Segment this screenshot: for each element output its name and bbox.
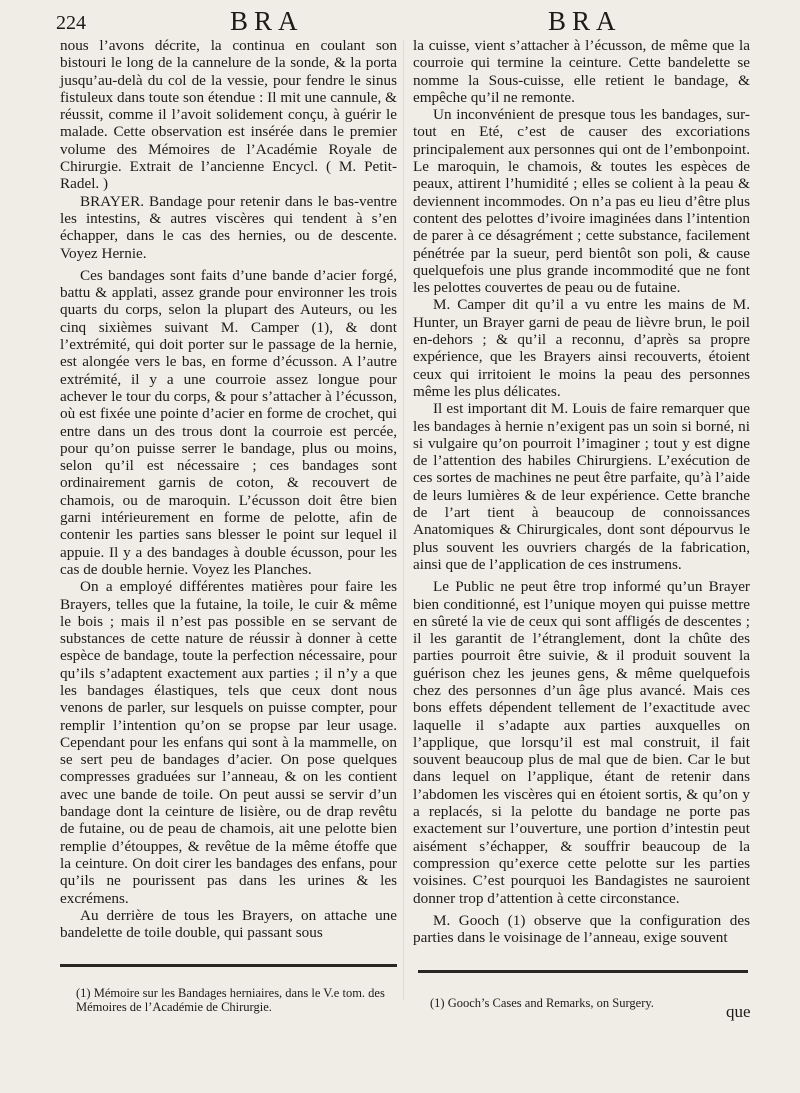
paragraph: Le Public ne peut être trop informé qu’un Brayer bien conditionné, est l’unique moyen qui puisse mettre en sûreté la vie de ceux qui sont affligés de descentes ; il les garantit de l’étranglement, dont la chûte des parties pourroit être suivie, & il produit souvent la guérison chez les jeunes gens, & même quelquefois chez des personnes d’un âge plus avancé. Mais ces bons effets dépendent tellement de l’exactitude avec laquelle il s’adapte aux parties auxquelles on l’applique, que lorsqu’il est mal construit, il fait souvent beaucoup plus de mal que de bien. Car le but dans lequel on l’applique, étant de retenir dans l’abdomen les viscères qui en étoient sortis, & qu’on y a replacés, si la pelotte du bandage ne porte pas exactement sur l’ouverture, une portion d’intestin peut aisément s’échapper, & souffrir beaucoup de la compression qu’exerce cette pelotte sur les parties voisines. C’est pourquoi les Bandagistes ne sauroient donner trop d’attention à cette circonstance. <box>413 578 750 907</box>
paragraph-brayer-definition: BRAYER. Bandage pour retenir dans le bas-ventre les intestins, & autres viscères qui tendent à s’en échapper, dans le cas des hernies, ou de descente. Voyez Hernie. <box>60 192 397 262</box>
paragraph: Ces bandages sont faits d’une bande d’acier forgé, battu & applati, assez grande pour environner les trois quarts du corps, selon la plupart des Auteurs, ou les cinq sixièmes suivant M. Camper (1), & dont l’extrémité, qui doit porter sur le passage de la hernie, est alongée vers le bas, en forme d’écusson. A l’autre extrémité, il y a une courroie assez longue pour achever le tour du corps, & pour s’attacher à l’écusson, où est fixée une pointe d’acier en forme de crochet, qui entre dans un des trous dont la courroie est percée, pour qu’on puisse serrer le bandage, plus ou moins, selon qu’il est nécessaire ; ces bandages sont ordinairement garnis de coton, & recouvert de chamois, ou de maroquin. L’écusson doit être bien garni intérieurement en forme de pelotte, afin de contenir les parties sans blesser le point sur lequel il appuie. Il y a des bandages à double écusson, pour les cas de double hernie. Voyez les Planches. <box>60 266 397 578</box>
catchword: que <box>726 1002 751 1021</box>
paragraph: nous l’avons décrite, la continua en coulant son bistouri le long de la cannelure de la sonde, & la porta jusqu’au-delà du col de la vessie, pour fendre le sinus fistuleux dans toute son étendue : Il mit une cannule, & réussit, comme il l’avoit solidement conçu, à guérir le malade. Cette observation est insérée dans le premier volume des Mémoires de l’Académie Royale de Chirurgie. Extrait de l’ancienne Encycl. ( M. Petit-Radel. ) <box>60 37 397 193</box>
paragraph: Un inconvénient de presque tous les bandages, sur-tout en Eté, c’est de causer des excoriations principalement aux personnes qui ont de l’embonpoint. Le maroquin, le chamois, & toutes les espèces de peaux, attirent l’humidité ; elles se colient à la peau & deviennent incommodes. On n’a pas eu lieu d’être plus content des pelottes d’ivoire imaginées dans l’intention de parer à ce désagrément ; cette substance, facilement pénétrée par la sueur, perd bientôt son poli, & cause quelquefois une plus grande incommodité que ne font les pelottes couvertes de peau ou de futaine. <box>413 106 750 297</box>
footnote-rule-left <box>60 964 397 967</box>
footnote-right: (1) Gooch’s Cases and Remarks, on Surgery. <box>430 996 654 1010</box>
left-column <box>60 37 397 941</box>
paragraph: M. Gooch (1) observe que la configuration des parties dans le voisinage de l’anneau, exige souvent <box>413 911 750 947</box>
column-gutter <box>403 40 404 1000</box>
paragraph: M. Camper dit qu’il a vu entre les mains de M. Hunter, un Brayer garni de peau de lièvre brun, le poil en-dehors ; & qu’il a reconnu, d’après sa propre expérience, que les Brayers ainsi recouverts, étoient ceux qui irritoient le moins la peau des personnes même les plus délicates. <box>413 296 750 400</box>
footnote-left: (1) Mémoire sur les Bandages herniaires, dans le V.e tom. des Mémoires de l’Académie de Chirurgie. <box>76 986 385 1014</box>
right-column <box>413 37 750 946</box>
running-head-right: BRA <box>548 6 622 36</box>
paragraph: Il est important dit M. Louis de faire remarquer que les bandages à hernie n’exigent pas un soin si borné, ni si vulgaire qu’on pourroit l’imaginer ; tout y est digne de l’attention des habiles Chirurgiens. L’exécution de ces sortes de machines ne peut être parfaite, qu’à l’aide de leurs lumières & de leur expérience. Cette branche de l’art tient à beaucoup de connoissances Anatomiques & Chirurgicales, dont sont dépourvus le plus souvent les ouvriers chargés de la fabrication, ainsi que de l’application de ces instrumens. <box>413 400 750 573</box>
running-head-left: BRA <box>230 6 304 36</box>
paragraph: On a employé différentes matières pour faire les Brayers, telles que la futaine, la toile, le cuir & même le bois ; mais il n’est pas possible en se servant de substances de cette nature de réussir à donner à cette espèce de bandage, toute la perfection nécessaire, pour qu’ils s’adaptent exactement aux parties ; il n’y a que les bandages élastiques, tels que ceux dont nous venons de parler, sur lesquels on puisse compter, pour remplir l’intention qu’on se propse par leur usage. Cependant pour les enfans qui sont à la mammelle, on se sert peu de bandages d’acier. On pose quelques compresses graduées sur l’anneau, & on les contient avec une bande de toile. On peut aussi se servir d’un bandage dont la ceinture de lisière, ou de drap revêtu de futaine, ou de peau de chamois, ait une pelotte bien remplie d’étouppes, & revêtue de la même étoffe que la ceinture. On doit cirer les bandages des enfans, pour qu’ils ne pourissent pas dans les urines & les excrémens. <box>60 578 397 907</box>
page-number: 224 <box>56 12 86 34</box>
paragraph: Au derrière de tous les Brayers, on attache une bandelette de toile double, qui passant sous <box>60 906 397 942</box>
footnote-rule-right <box>418 970 748 973</box>
paragraph: la cuisse, vient s’attacher à l’écusson, de même que la courroie qui termine la ceinture. Cette bandelette se nomme la Sous-cuisse, elle retient le bandage, & empêche qu’il ne remonte. <box>413 37 750 106</box>
